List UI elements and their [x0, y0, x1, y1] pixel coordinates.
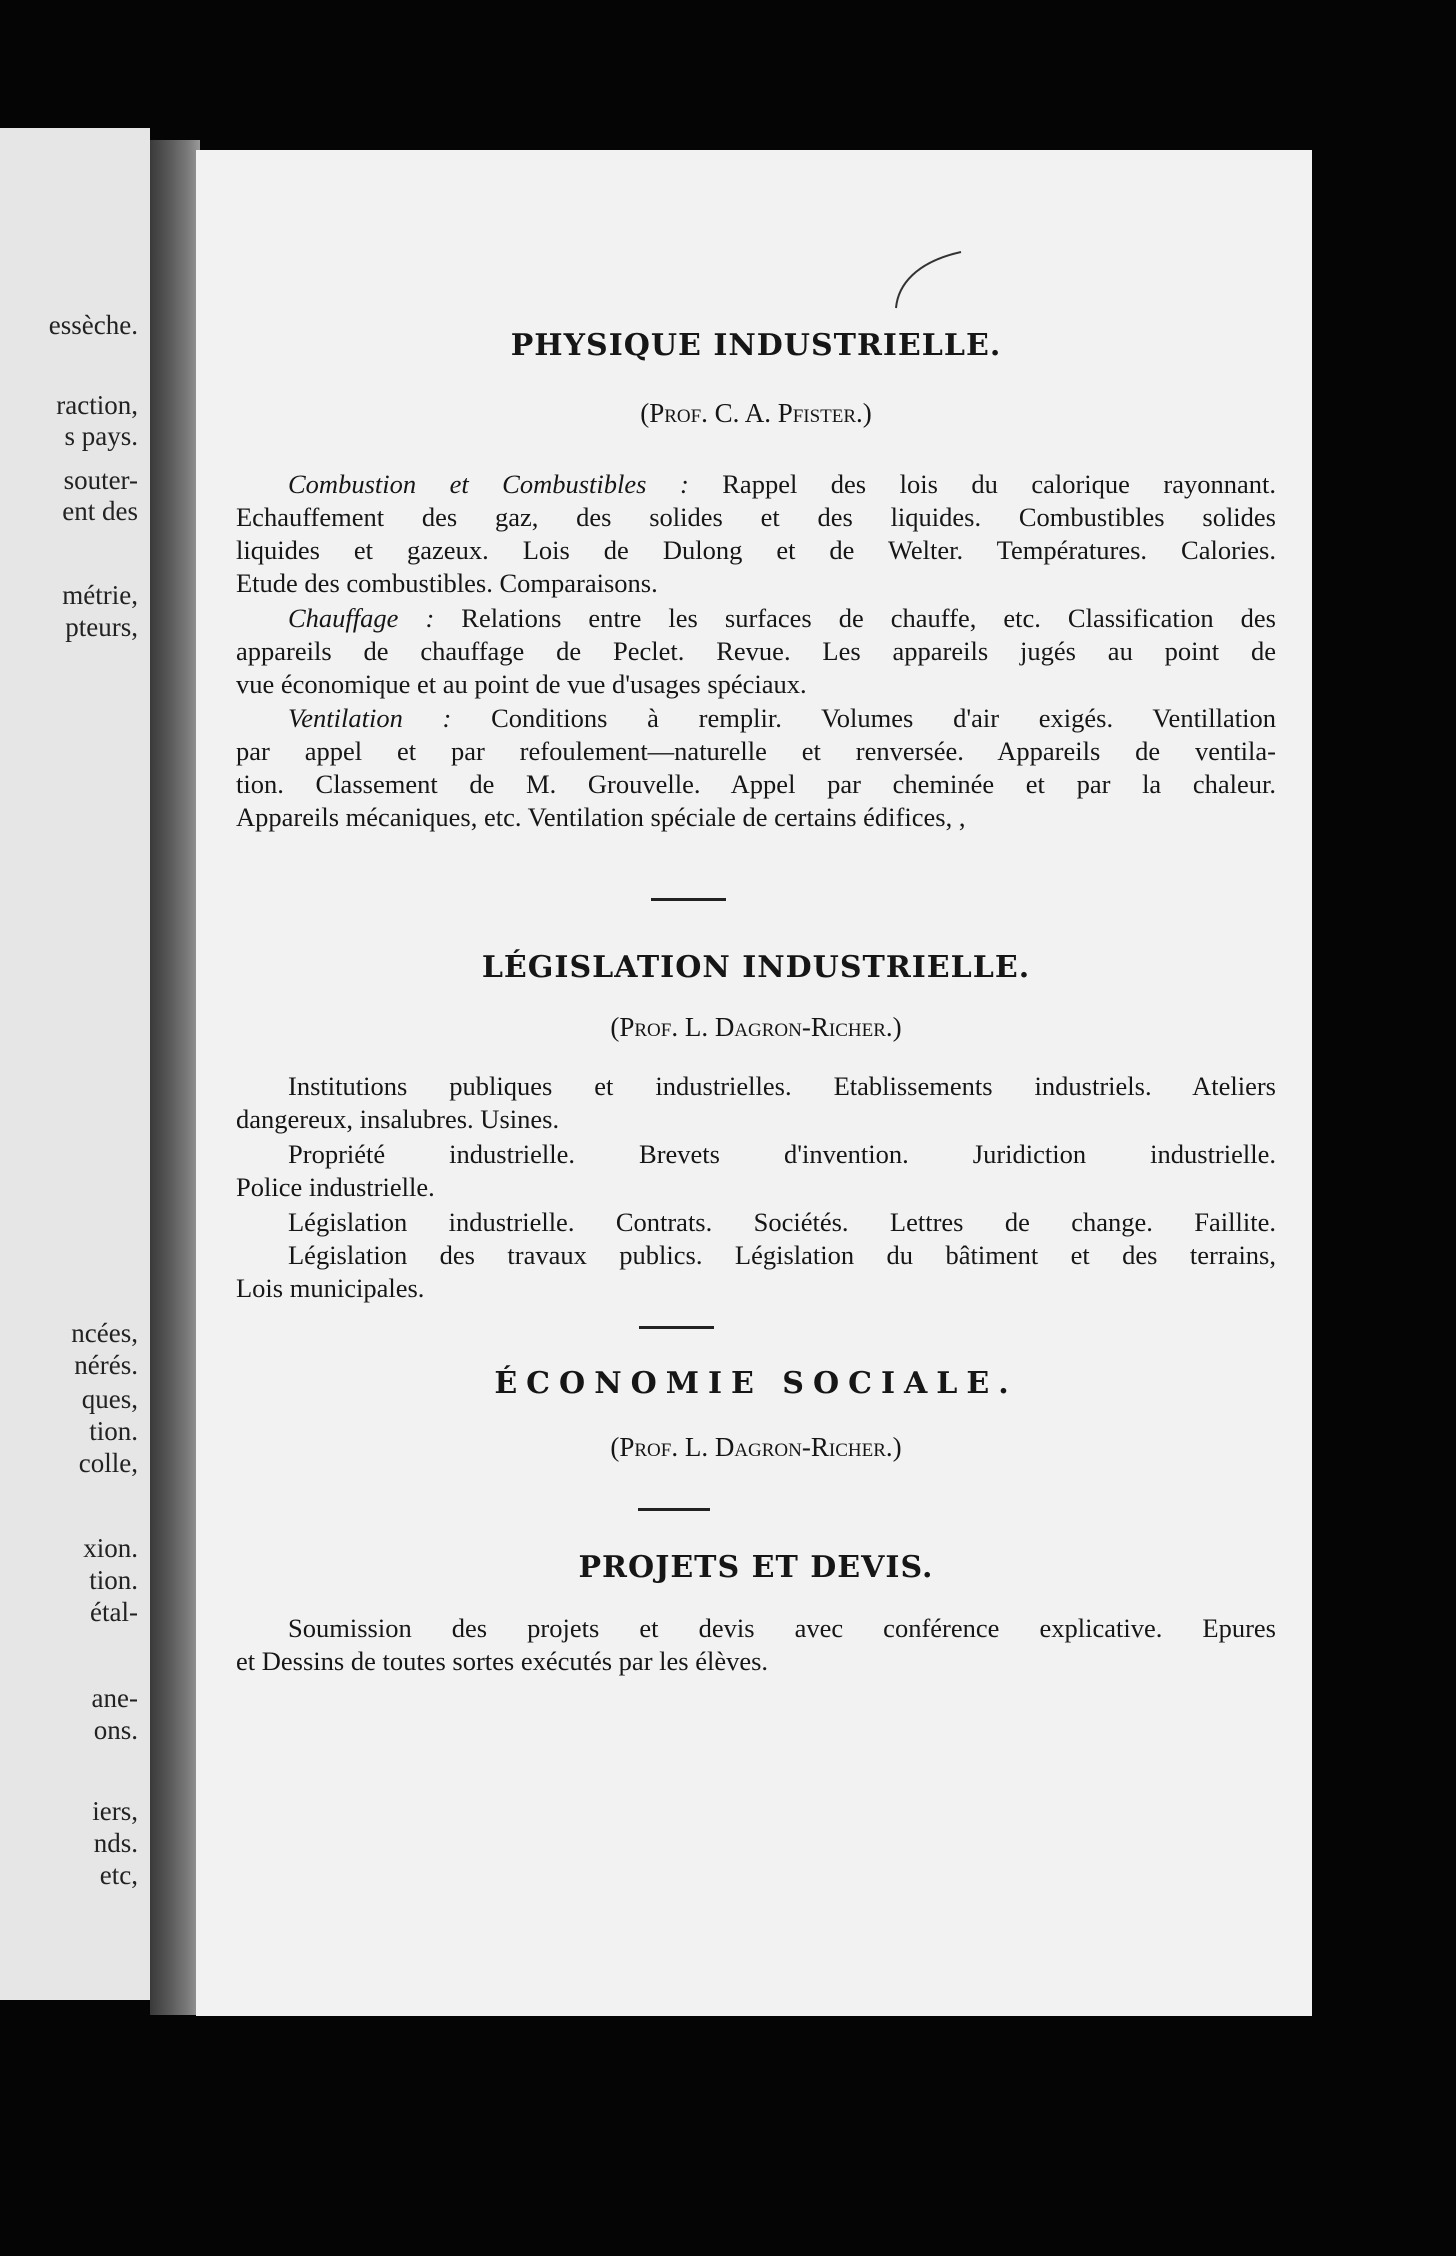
- left-fragment: ques,: [81, 1384, 138, 1414]
- paragraph-legislation-industrielle: [236, 1206, 1276, 1239]
- left-fragment: nds.: [93, 1828, 138, 1858]
- professor-physique: [236, 398, 1276, 429]
- left-fragment: raction,: [56, 390, 138, 420]
- text-line: Législation industrielle. Contrats. Sociétés. Lettres de change. Faillite.: [288, 1207, 1276, 1237]
- text-line: Institutions publiques et industrielles. Etablissements industriels. Ateliers: [288, 1071, 1276, 1101]
- left-fragment: ons.: [93, 1715, 138, 1745]
- text-line: Propriété industrielle. Brevets d'invention. Juridiction industrielle.: [288, 1139, 1276, 1169]
- text-line: [236, 468, 1276, 501]
- professor-legislation: [236, 1012, 1276, 1043]
- section-divider: [638, 1508, 710, 1511]
- text-line: Appareils mécaniques, etc. Ventilation spéciale de certains édifices, ,: [236, 802, 966, 832]
- text-line: Etude des combustibles. Comparaisons.: [236, 568, 658, 598]
- text-line: vue économique et au point de vue d'usages spéciaux.: [236, 669, 807, 699]
- paragraph-lead: Ventilation :: [288, 703, 452, 733]
- left-fragment: ent des: [62, 496, 138, 526]
- left-fragment: essèche.: [48, 310, 138, 340]
- paragraph-lead: Chauffage :: [288, 603, 435, 633]
- section-divider: [651, 898, 726, 901]
- professor-name: (Prof. L. Dagron-Richer.): [610, 1432, 902, 1462]
- paragraph-ventilation: [236, 702, 1276, 834]
- section-title-physique: PHYSIQUE INDUSTRIELLE.: [510, 328, 1002, 363]
- text-line: liquides et gazeux. Lois de Dulong et de Welter. Températures. Calories.: [236, 535, 1276, 565]
- line-text: Conditions à remplir. Volumes d'air exigés. Ventillation: [451, 703, 1277, 733]
- book-spine-shadow: [150, 140, 200, 2015]
- paragraph-combustion: [236, 468, 1276, 600]
- paragraph-chauffage: [236, 602, 1276, 701]
- paragraph-propriete: [236, 1138, 1276, 1204]
- left-fragment: souter-: [63, 465, 138, 495]
- left-fragment: tion.: [89, 1565, 138, 1595]
- left-page-fragment: [0, 128, 150, 2000]
- text-line: et Dessins de toutes sortes exécutés par les élèves.: [236, 1646, 769, 1676]
- professor-economie: [236, 1432, 1276, 1463]
- professor-name: (Prof. C. A. Pfister.): [640, 398, 872, 428]
- paragraph-travaux-publics: [236, 1239, 1276, 1305]
- left-fragment: étal-: [90, 1597, 138, 1627]
- text-line: Echauffement des gaz, des solides et des liquides. Combustibles solides: [236, 502, 1276, 532]
- section-title-legislation: LÉGISLATION INDUSTRIELLE.: [481, 950, 1031, 985]
- left-fragment: ncées,: [71, 1318, 138, 1348]
- section-title-projets: PROJETS ET DEVIS.: [578, 1550, 934, 1585]
- left-fragment: ane-: [91, 1683, 138, 1713]
- text-line: dangereux, insalubres. Usines.: [236, 1104, 560, 1134]
- left-fragment: colle,: [78, 1448, 138, 1478]
- document-page: [196, 150, 1312, 2016]
- pencil-mark: [886, 250, 966, 310]
- text-line: Police industrielle.: [236, 1172, 435, 1202]
- text-line: tion. Classement de M. Grouvelle. Appel par cheminée et par la chaleur.: [236, 769, 1276, 799]
- left-fragment: s pays.: [64, 421, 138, 451]
- text-line: Soumission des projets et devis avec conférence explicative. Epures: [288, 1613, 1276, 1643]
- left-fragment: nérés.: [74, 1350, 138, 1380]
- left-fragment: pteurs,: [65, 612, 138, 642]
- left-fragment: tion.: [89, 1416, 138, 1446]
- left-fragment: etc,: [99, 1860, 138, 1890]
- professor-name: (Prof. L. Dagron-Richer.): [610, 1012, 902, 1042]
- line-text: Rappel des lois du calorique rayonnant.: [688, 469, 1276, 499]
- text-line: appareils de chauffage de Peclet. Revue. Les appareils jugés au point de: [236, 636, 1276, 666]
- text-line: par appel et par refoulement—naturelle et renversée. Appareils de ventila-: [236, 736, 1276, 766]
- line-text: Relations entre les surfaces de chauffe, etc. Classification des: [434, 603, 1276, 633]
- left-fragment: iers,: [92, 1796, 138, 1826]
- paragraph-soumission: [236, 1612, 1276, 1678]
- text-line: Législation des travaux publics. Législation du bâtiment et des terrains,: [288, 1240, 1276, 1270]
- paragraph-institutions: [236, 1070, 1276, 1136]
- paragraph-lead: Combustion et Combustibles :: [288, 469, 689, 499]
- text-line: [236, 702, 1276, 735]
- text-line: [236, 602, 1276, 635]
- left-fragment: xion.: [83, 1533, 138, 1563]
- text-line: Lois municipales.: [236, 1273, 425, 1303]
- section-title-economie: ÉCONOMIE SOCIALE.: [494, 1366, 1018, 1401]
- section-divider: [639, 1326, 714, 1329]
- left-fragment: métrie,: [62, 580, 138, 610]
